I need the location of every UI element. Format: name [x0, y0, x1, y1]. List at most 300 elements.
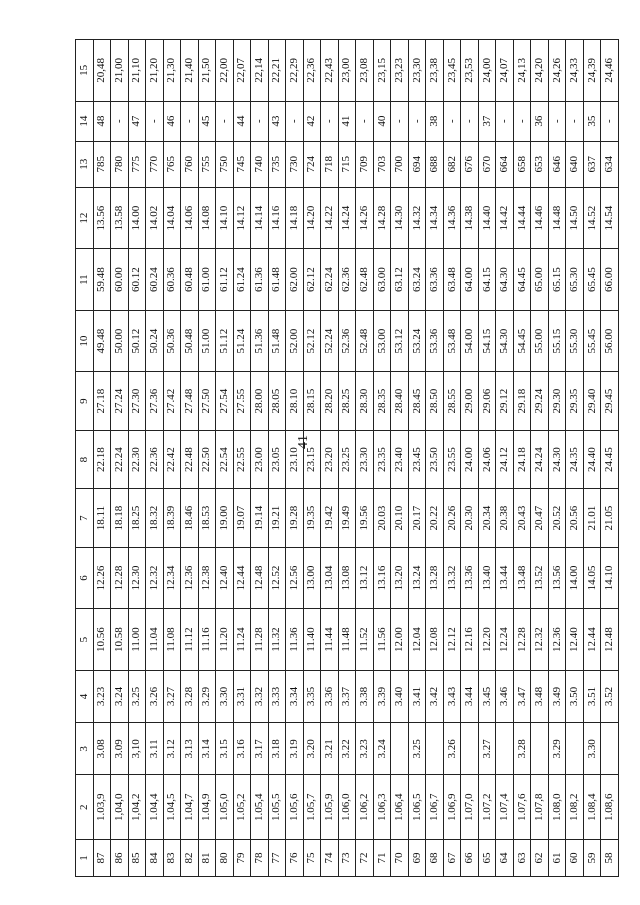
table-cell: 3.46	[496, 670, 514, 722]
table-cell: 735	[268, 141, 286, 187]
table-cell: 70	[391, 840, 409, 877]
table-cell: 85	[128, 840, 146, 877]
table-cell: 14.34	[426, 187, 444, 249]
table-cell: 55.30	[566, 310, 584, 372]
table-cell: 14.32	[408, 187, 426, 249]
table-cell: 54.15	[478, 310, 496, 372]
column-header: 9	[76, 372, 94, 430]
table-cell: 54.00	[461, 310, 479, 372]
table-cell: 23.35	[373, 430, 391, 488]
table-cell: 21.01	[583, 489, 601, 547]
table-cell: 3.23	[93, 670, 111, 722]
table-cell: 36	[531, 101, 549, 141]
table-cell: 12.38	[198, 547, 216, 609]
table-cell: 18.39	[163, 489, 181, 547]
table-cell: 14.38	[461, 187, 479, 249]
table-row	[443, 40, 461, 877]
table-cell: 3.39	[373, 670, 391, 722]
table-cell: 14.10	[601, 547, 619, 609]
table-cell: 28.10	[286, 372, 304, 430]
table-cell: 21,20	[146, 40, 164, 102]
table-cell: 14.54	[601, 187, 619, 249]
table-cell: 20.34	[478, 489, 496, 547]
table-cell: 24,20	[531, 40, 549, 102]
table-cell: 64	[496, 840, 514, 877]
table-cell: 1.04,7	[181, 775, 199, 840]
table-cell: 3.18	[268, 723, 286, 775]
table-row	[373, 40, 391, 877]
table-cell: 13.24	[408, 547, 426, 609]
table-cell: 22.18	[93, 430, 111, 488]
table-cell: 3.11	[146, 723, 164, 775]
table-cell: 28.55	[443, 372, 461, 430]
table-cell: 14.50	[566, 187, 584, 249]
table-cell: 3.30	[583, 723, 601, 775]
table-cell: 14.28	[373, 187, 391, 249]
table-cell: 56.00	[601, 310, 619, 372]
table-cell: 12.34	[163, 547, 181, 609]
table-cell: 63.36	[426, 249, 444, 311]
table-cell: 1.05,7	[303, 775, 321, 840]
table-cell: 55.15	[548, 310, 566, 372]
table-cell: 21,00	[111, 40, 129, 102]
table-cell: 1.05,4	[251, 775, 269, 840]
table-cell: 1.06,9	[443, 775, 461, 840]
table-cell: 13.00	[303, 547, 321, 609]
table-cell: 11.56	[373, 609, 391, 671]
table-cell: 3.43	[443, 670, 461, 722]
table-cell: 27.18	[93, 372, 111, 430]
table-cell: 45	[198, 101, 216, 141]
table-cell: 775	[128, 141, 146, 187]
table-cell: 13.28	[426, 547, 444, 609]
table-cell: 12.36	[548, 609, 566, 671]
table-cell: 69	[408, 840, 426, 877]
table-cell: 20.43	[513, 489, 531, 547]
table-cell: 23,08	[356, 40, 374, 102]
table-cell: 11.40	[303, 609, 321, 671]
table-cell: 18.11	[93, 489, 111, 547]
column-header: 10	[76, 310, 94, 372]
table-cell: 29.35	[566, 372, 584, 430]
table-cell: 81	[198, 840, 216, 877]
column-header: 5	[76, 609, 94, 671]
table-cell: 12.48	[251, 547, 269, 609]
table-cell: 24.06	[478, 430, 496, 488]
table-cell: 74	[321, 840, 339, 877]
table-cell: 14.20	[303, 187, 321, 249]
table-cell: 23.05	[268, 430, 286, 488]
table-cell: 3.26	[146, 670, 164, 722]
table-cell: 13.08	[338, 547, 356, 609]
table-cell: 14.24	[338, 187, 356, 249]
table-cell: 65	[478, 840, 496, 877]
table-cell: 46	[163, 101, 181, 141]
column-header: 1	[76, 840, 94, 877]
column-header: 2	[76, 775, 94, 840]
table-cell: 86	[111, 840, 129, 877]
table-cell: 1.06,3	[373, 775, 391, 840]
table-cell: 3.08	[93, 723, 111, 775]
table-cell: 29.30	[548, 372, 566, 430]
table-cell: 62.36	[338, 249, 356, 311]
table-cell: 61.36	[251, 249, 269, 311]
table-cell: -	[321, 101, 339, 141]
table-cell: 3.09	[111, 723, 129, 775]
table-cell: 14.48	[548, 187, 566, 249]
table-cell: 83	[163, 840, 181, 877]
table-cell: 41	[338, 101, 356, 141]
table-cell: 80	[216, 840, 234, 877]
table-cell: 24,46	[601, 40, 619, 102]
table-cell: 19.42	[321, 489, 339, 547]
table-cell: 12.36	[181, 547, 199, 609]
column-header: 13	[76, 141, 94, 187]
table-cell: 14.40	[478, 187, 496, 249]
table-cell: 18.53	[198, 489, 216, 547]
table-cell: 3.13	[181, 723, 199, 775]
table-cell: 11.52	[356, 609, 374, 671]
table-cell: 23,45	[443, 40, 461, 102]
table-cell: 47	[128, 101, 146, 141]
table-cell: -	[548, 101, 566, 141]
table-row	[601, 40, 619, 877]
table-cell: 54.45	[513, 310, 531, 372]
table-cell: 11.44	[321, 609, 339, 671]
table-cell: 3.45	[478, 670, 496, 722]
table-cell: 11.24	[233, 609, 251, 671]
table-cell: 61.12	[216, 249, 234, 311]
table-cell: 62.00	[286, 249, 304, 311]
table-cell: 750	[216, 141, 234, 187]
table-cell: 22.36	[146, 430, 164, 488]
table-cell: 3.20	[303, 723, 321, 775]
table-cell	[426, 723, 444, 775]
table-cell: 53.12	[391, 310, 409, 372]
table-cell: 3.28	[513, 723, 531, 775]
table-cell: 646	[548, 141, 566, 187]
table-cell: -	[513, 101, 531, 141]
table-cell: 75	[303, 840, 321, 877]
table-cell: 24,00	[478, 40, 496, 102]
table-cell: -	[461, 101, 479, 141]
table-cell: 3.12	[163, 723, 181, 775]
column-header: 11	[76, 249, 94, 311]
table-cell: 63.48	[443, 249, 461, 311]
table-cell: 3.32	[251, 670, 269, 722]
table-cell: 3.29	[198, 670, 216, 722]
table-cell: 24.30	[548, 430, 566, 488]
table-cell: 670	[478, 141, 496, 187]
table-cell: 12.16	[461, 609, 479, 671]
table-cell: 23.50	[426, 430, 444, 488]
table-cell: 12.40	[566, 609, 584, 671]
table-cell: 3.15	[216, 723, 234, 775]
table-cell: 14.10	[216, 187, 234, 249]
table-cell: 3.14	[198, 723, 216, 775]
table-cell: 13.48	[513, 547, 531, 609]
table-cell: 23,30	[408, 40, 426, 102]
table-row	[286, 40, 304, 877]
table-cell: 637	[583, 141, 601, 187]
table-cell	[531, 723, 549, 775]
table-cell: 23.25	[338, 430, 356, 488]
table-cell: 658	[513, 141, 531, 187]
table-cell: 3,10	[128, 723, 146, 775]
table-cell: 14.30	[391, 187, 409, 249]
table-cell: 60.00	[111, 249, 129, 311]
table-cell: 740	[251, 141, 269, 187]
table-cell: 65.00	[531, 249, 549, 311]
table-cell: 12.28	[111, 547, 129, 609]
table-cell: 765	[163, 141, 181, 187]
table-cell	[391, 723, 409, 775]
table-cell: 10.56	[93, 609, 111, 671]
table-row	[198, 40, 216, 877]
table-cell: 82	[181, 840, 199, 877]
table-cell: 60	[566, 840, 584, 877]
table-cell: 14.02	[146, 187, 164, 249]
table-cell: 62.48	[356, 249, 374, 311]
table-cell: 77	[268, 840, 286, 877]
table-cell: 21,40	[181, 40, 199, 102]
table-cell	[496, 723, 514, 775]
table-cell: 61.48	[268, 249, 286, 311]
table-cell: 27.48	[181, 372, 199, 430]
table-cell: 27.50	[198, 372, 216, 430]
table-cell: 23,15	[373, 40, 391, 102]
table-cell: 13.44	[496, 547, 514, 609]
table-cell: 3.41	[408, 670, 426, 722]
table-cell: 48	[93, 101, 111, 141]
table-cell: 19.35	[303, 489, 321, 547]
table-cell: 11.04	[146, 609, 164, 671]
table-cell: 3.47	[513, 670, 531, 722]
table-cell: 3.16	[233, 723, 251, 775]
table-cell: -	[356, 101, 374, 141]
table-cell: 19.49	[338, 489, 356, 547]
table-cell: 52.00	[286, 310, 304, 372]
table-cell: 44	[233, 101, 251, 141]
table-row	[566, 40, 584, 877]
table-cell: 22,21	[268, 40, 286, 102]
table-row	[146, 40, 164, 877]
table-cell: 23.10	[286, 430, 304, 488]
table-cell: 65.30	[566, 249, 584, 311]
table-cell: 50.24	[146, 310, 164, 372]
table-cell: 51.48	[268, 310, 286, 372]
table-cell: 27.30	[128, 372, 146, 430]
table-cell: 87	[93, 840, 111, 877]
table-cell: 21.05	[601, 489, 619, 547]
table-cell: 29.06	[478, 372, 496, 430]
table-cell: 22,00	[216, 40, 234, 102]
table-cell: 28.30	[356, 372, 374, 430]
table-cell: 14.46	[531, 187, 549, 249]
table-cell: 14.52	[583, 187, 601, 249]
table-cell: 52.12	[303, 310, 321, 372]
column-header: 3	[76, 723, 94, 775]
table-cell: 14.42	[496, 187, 514, 249]
table-cell: 1,04,2	[128, 775, 146, 840]
table-cell: 20.56	[566, 489, 584, 547]
table-cell: 60.12	[128, 249, 146, 311]
table-cell: 3.34	[286, 670, 304, 722]
table-cell: 24,33	[566, 40, 584, 102]
table-cell: 29.24	[531, 372, 549, 430]
table-cell: 13.20	[391, 547, 409, 609]
table-cell: 21,10	[128, 40, 146, 102]
table-cell: 23,38	[426, 40, 444, 102]
table-cell: 1.05,5	[268, 775, 286, 840]
table-cell: 3.21	[321, 723, 339, 775]
table-cell: 50.12	[128, 310, 146, 372]
table-cell: 724	[303, 141, 321, 187]
table-cell: 3.33	[268, 670, 286, 722]
table-cell: 13.04	[321, 547, 339, 609]
table-row	[426, 40, 444, 877]
table-cell: -	[146, 101, 164, 141]
table-cell	[566, 723, 584, 775]
table-cell: 62.24	[321, 249, 339, 311]
column-header: 12	[76, 187, 94, 249]
table-cell: 18.46	[181, 489, 199, 547]
table-cell: 28.25	[338, 372, 356, 430]
table-cell: 60.36	[163, 249, 181, 311]
table-cell: 14.05	[583, 547, 601, 609]
table-cell: 65.45	[583, 249, 601, 311]
table-cell: 23,00	[338, 40, 356, 102]
table-cell: 1.07,6	[513, 775, 531, 840]
table-cell: 11.16	[198, 609, 216, 671]
table-cell: 20,48	[93, 40, 111, 102]
header-row	[76, 40, 94, 877]
table-cell: 20.52	[548, 489, 566, 547]
table-cell: 51.00	[198, 310, 216, 372]
table-cell: 709	[356, 141, 374, 187]
table-cell: 3.44	[461, 670, 479, 722]
table-cell: 22,14	[251, 40, 269, 102]
table-cell: 20.26	[443, 489, 461, 547]
table-cell: 3.26	[443, 723, 461, 775]
table-cell: 29.12	[496, 372, 514, 430]
table-row	[93, 40, 111, 877]
table-cell: 29.00	[461, 372, 479, 430]
table-cell: 1.05,2	[233, 775, 251, 840]
table-cell: 20.30	[461, 489, 479, 547]
table-cell: 718	[321, 141, 339, 187]
table-cell: 50.36	[163, 310, 181, 372]
table-cell: 682	[443, 141, 461, 187]
table-cell: 22,07	[233, 40, 251, 102]
table-cell: 11.08	[163, 609, 181, 671]
table-cell: 20.22	[426, 489, 444, 547]
table-cell: 760	[181, 141, 199, 187]
table-cell: 10.58	[111, 609, 129, 671]
table-cell: 78	[251, 840, 269, 877]
table-cell: 60.48	[181, 249, 199, 311]
table-row	[391, 40, 409, 877]
table-cell: 3.19	[286, 723, 304, 775]
table-cell: 24,07	[496, 40, 514, 102]
column-header: 4	[76, 670, 94, 722]
table-cell: 24,39	[583, 40, 601, 102]
table-cell: 63.00	[373, 249, 391, 311]
column-header: 15	[76, 40, 94, 102]
table-cell: 23.55	[443, 430, 461, 488]
table-cell: 24.45	[601, 430, 619, 488]
table-cell: 28.40	[391, 372, 409, 430]
table-cell: 19.07	[233, 489, 251, 547]
table-cell: 3.35	[303, 670, 321, 722]
table-cell: 53.24	[408, 310, 426, 372]
table-cell: 71	[373, 840, 391, 877]
table-cell: 664	[496, 141, 514, 187]
table-cell: 3.28	[181, 670, 199, 722]
table-row	[531, 40, 549, 877]
table-cell: 22.55	[233, 430, 251, 488]
table-cell: 28.00	[251, 372, 269, 430]
table-cell: 66	[461, 840, 479, 877]
table-cell: 27.36	[146, 372, 164, 430]
table-cell: 3.36	[321, 670, 339, 722]
table-cell: 1.08,4	[583, 775, 601, 840]
table-cell: 22.42	[163, 430, 181, 488]
table-cell: 50.48	[181, 310, 199, 372]
table-cell: 703	[373, 141, 391, 187]
table-cell: 55.00	[531, 310, 549, 372]
table-cell: 61	[548, 840, 566, 877]
table-cell: 14.12	[233, 187, 251, 249]
table-cell: 28.35	[373, 372, 391, 430]
table-cell: 653	[531, 141, 549, 187]
table-cell: 1.07,8	[531, 775, 549, 840]
table-cell: 40	[373, 101, 391, 141]
table-cell	[461, 723, 479, 775]
table-cell: 1.05,9	[321, 775, 339, 840]
table-cell: 730	[286, 141, 304, 187]
table-row	[461, 40, 479, 877]
table-cell: 14.22	[321, 187, 339, 249]
table-row	[111, 40, 129, 877]
table-cell: 60.24	[146, 249, 164, 311]
table-cell: 59.48	[93, 249, 111, 311]
table-cell: 61.24	[233, 249, 251, 311]
table-cell: 634	[601, 141, 619, 187]
data-table	[75, 39, 619, 877]
table-cell: 13.16	[373, 547, 391, 609]
table-cell: 22.30	[128, 430, 146, 488]
table-cell: 62.12	[303, 249, 321, 311]
table-row	[496, 40, 514, 877]
table-cell: 11.48	[338, 609, 356, 671]
table-cell: 14.26	[356, 187, 374, 249]
table-cell: 28.45	[408, 372, 426, 430]
table-cell: 19.28	[286, 489, 304, 547]
table-cell: 694	[408, 141, 426, 187]
table-row	[321, 40, 339, 877]
table-cell: 14.08	[198, 187, 216, 249]
table-cell: 11.20	[216, 609, 234, 671]
table-row	[181, 40, 199, 877]
table-body	[76, 40, 619, 877]
table-row	[583, 40, 601, 877]
table-cell: 22.54	[216, 430, 234, 488]
table-row	[163, 40, 181, 877]
table-cell: 1.05,6	[286, 775, 304, 840]
table-cell: 1.03,9	[93, 775, 111, 840]
table-cell: 3.40	[391, 670, 409, 722]
